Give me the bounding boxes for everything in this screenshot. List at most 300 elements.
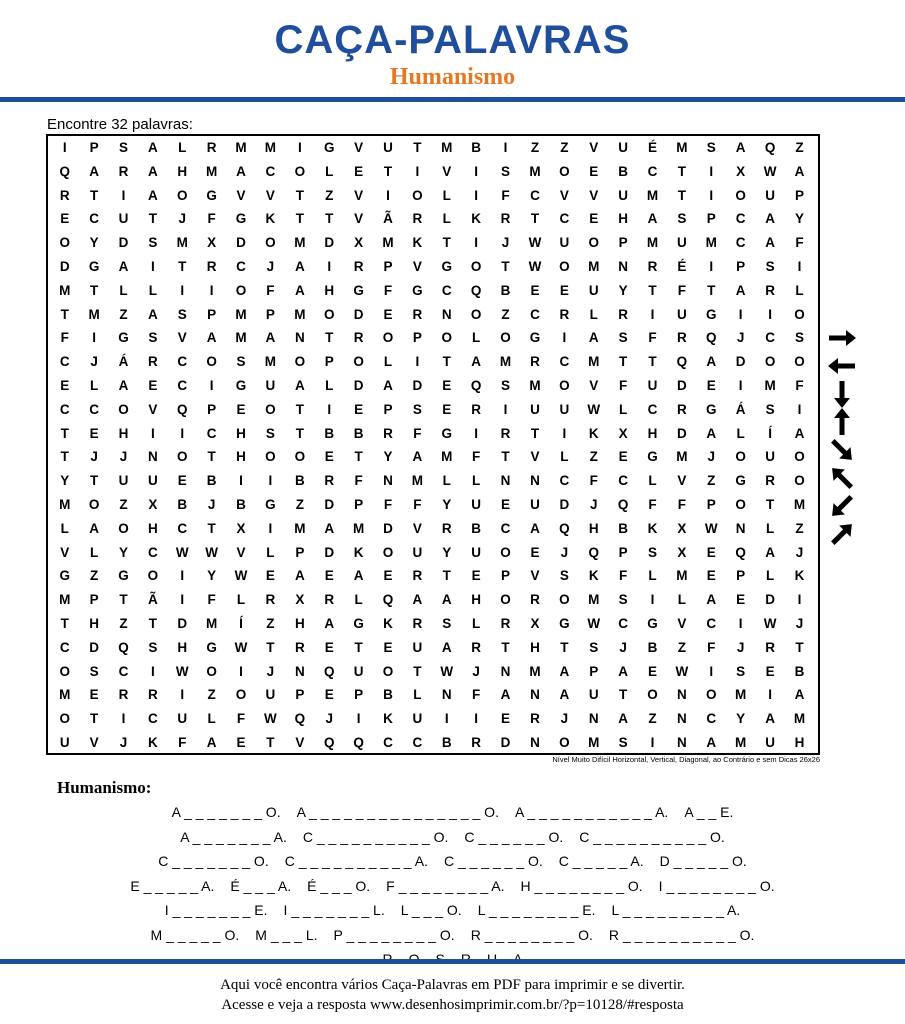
grid-letter: M bbox=[588, 592, 600, 608]
grid-letter: R bbox=[324, 473, 335, 489]
word-list-title: Humanismo: bbox=[57, 778, 152, 797]
grid-letter: J bbox=[560, 711, 569, 727]
grid-letter: T bbox=[677, 163, 687, 179]
grid-letter: S bbox=[677, 211, 687, 227]
grid-letter: O bbox=[294, 354, 306, 370]
grid-letter: C bbox=[236, 258, 246, 274]
grid-letter: I bbox=[297, 140, 302, 155]
grid-letter: R bbox=[294, 639, 305, 655]
grid-letter: M bbox=[705, 235, 717, 251]
grid-letter: V bbox=[589, 140, 599, 155]
grid-letter: O bbox=[235, 282, 247, 298]
grid-letter: U bbox=[677, 235, 687, 251]
grid-letter: E bbox=[589, 163, 599, 179]
grid-letter: O bbox=[118, 520, 129, 536]
grid-letter: U bbox=[530, 496, 540, 512]
grid-letter: L bbox=[618, 401, 628, 417]
grid-letter: E bbox=[383, 568, 393, 584]
grid-letter: F bbox=[60, 330, 69, 346]
grid-letter: F bbox=[677, 282, 687, 298]
grid-letter: Z bbox=[795, 520, 804, 536]
grid-letter: Y bbox=[442, 544, 452, 560]
grid-letter: R bbox=[765, 473, 775, 489]
grid-letter: M bbox=[59, 687, 71, 703]
grid-letter: O bbox=[323, 306, 335, 322]
grid-letter: Z bbox=[119, 615, 128, 631]
grid-letter: D bbox=[89, 639, 99, 655]
grid-letter: N bbox=[294, 330, 305, 346]
grid-letter: A bbox=[236, 163, 246, 179]
grid-row bbox=[48, 231, 818, 255]
grid-letter: E bbox=[442, 377, 452, 393]
grid-letter: J bbox=[707, 449, 716, 465]
grid-letter: T bbox=[207, 520, 216, 536]
word-clue: E _ _ _ _ _ A. bbox=[130, 877, 215, 894]
grid-letter: T bbox=[677, 187, 687, 203]
grid-letter: C bbox=[706, 615, 717, 631]
grid-letter: T bbox=[501, 639, 510, 655]
grid-letter: Q bbox=[735, 544, 746, 560]
grid-letter: Z bbox=[325, 187, 334, 203]
grid-letter: N bbox=[677, 687, 687, 703]
grid-letter: D bbox=[324, 544, 335, 560]
grid-row bbox=[48, 303, 818, 327]
grid-letter: Z bbox=[707, 473, 716, 489]
grid-letter: O bbox=[794, 354, 805, 370]
grid-letter: L bbox=[325, 377, 334, 393]
grid-letter: F bbox=[383, 282, 393, 298]
grid-letter: X bbox=[530, 615, 540, 631]
grid-letter: T bbox=[148, 615, 157, 631]
grid-letter: A bbox=[441, 639, 452, 655]
grid-letter: T bbox=[89, 711, 99, 727]
grid-letter: I bbox=[738, 615, 743, 631]
grid-letter: E bbox=[324, 449, 334, 465]
grid-letter: N bbox=[677, 711, 687, 727]
grid-letter: C bbox=[89, 401, 99, 417]
grid-letter: G bbox=[353, 615, 364, 631]
page-subtitle: Humanismo bbox=[389, 64, 516, 90]
grid-letter: B bbox=[647, 639, 658, 655]
grid-letter: O bbox=[559, 258, 570, 274]
grid-letter: A bbox=[706, 592, 717, 608]
grid-letter: V bbox=[589, 377, 599, 393]
grid-letter: W bbox=[528, 235, 542, 251]
grid-letter: B bbox=[471, 520, 482, 536]
page-title: CAÇA-PALAVRAS bbox=[274, 18, 631, 62]
grid-letter: P bbox=[383, 401, 393, 417]
grid-letter: A bbox=[294, 282, 305, 298]
grid-letter: R bbox=[500, 425, 511, 441]
grid-letter: Y bbox=[207, 568, 217, 584]
grid-letter: V bbox=[677, 615, 687, 631]
grid-letter: R bbox=[765, 282, 775, 298]
grid-letter: U bbox=[412, 711, 423, 727]
grid-letter: T bbox=[60, 615, 69, 631]
grid-letter: C bbox=[59, 639, 70, 655]
grid-letter: E bbox=[383, 639, 393, 655]
grid-letter: P bbox=[736, 568, 746, 584]
grid-letter: V bbox=[148, 401, 158, 417]
grid-letter: O bbox=[59, 235, 70, 251]
grid-letter: A bbox=[265, 330, 276, 346]
grid-letter: W bbox=[175, 544, 189, 560]
grid-letter: E bbox=[324, 687, 334, 703]
grid-letter: D bbox=[677, 377, 687, 393]
grid-letter: W bbox=[675, 663, 689, 679]
grid-letter: A bbox=[530, 520, 540, 536]
grid-letter: I bbox=[474, 163, 479, 179]
grid-letter: I bbox=[650, 592, 655, 608]
word-clue: A _ _ _ _ _ _ _ A. bbox=[180, 828, 287, 845]
grid-letter: Q bbox=[353, 734, 364, 750]
word-clue: F _ _ _ _ _ _ _ _ A. bbox=[386, 877, 505, 894]
grid-letter: C bbox=[647, 163, 658, 179]
grid-letter: A bbox=[324, 520, 335, 536]
grid-letter: S bbox=[648, 544, 658, 560]
grid-letter: F bbox=[618, 377, 628, 393]
grid-letter: T bbox=[383, 163, 393, 179]
grid-letter: G bbox=[529, 330, 541, 346]
grid-letter: R bbox=[471, 639, 482, 655]
grid-letter: L bbox=[442, 473, 451, 489]
grid-letter: O bbox=[559, 592, 570, 608]
grid-letter: M bbox=[235, 140, 247, 155]
grid-letter: Y bbox=[60, 473, 70, 489]
grid-letter: S bbox=[148, 639, 158, 655]
grid-letter: G bbox=[647, 449, 658, 465]
grid-letter: M bbox=[735, 687, 747, 703]
grid-letter: I bbox=[356, 711, 361, 727]
grid-letter: A bbox=[618, 663, 628, 679]
bottom-divider bbox=[0, 959, 905, 964]
grid-letter: L bbox=[354, 592, 363, 608]
grid-letter: A bbox=[706, 425, 717, 441]
grid-letter: T bbox=[266, 639, 275, 655]
grid-letter: C bbox=[412, 734, 423, 750]
grid-letter: K bbox=[383, 615, 393, 631]
grid-letter: C bbox=[206, 425, 217, 441]
grid-letter: J bbox=[472, 663, 480, 679]
grid-letter: O bbox=[294, 449, 306, 465]
grid-letter: D bbox=[118, 235, 129, 251]
grid-letter: U bbox=[471, 496, 482, 512]
grid-letter: A bbox=[294, 377, 305, 393]
grid-letter: Q bbox=[470, 377, 482, 393]
grid-letter: M bbox=[264, 140, 277, 155]
direction-legend bbox=[824, 324, 860, 548]
grid-letter: Q bbox=[676, 354, 688, 370]
grid-letter: U bbox=[265, 377, 276, 393]
grid-letter: I bbox=[562, 425, 567, 441]
grid-letter: I bbox=[474, 425, 479, 441]
grid-letter: Z bbox=[648, 711, 657, 727]
grid-letter: T bbox=[648, 354, 657, 370]
grid-letter: E bbox=[648, 663, 658, 679]
grid-letter: S bbox=[559, 568, 569, 584]
word-clue: C _ _ _ _ _ _ _ _ _ _ A. bbox=[284, 853, 428, 869]
grid-letter: J bbox=[178, 211, 187, 227]
grid-letter: Z bbox=[795, 140, 804, 155]
level-note: Nível Muito Difícil Horizontal, Vertical, Diagonal, ao Contrário e sem Dicas 26x26 bbox=[552, 755, 820, 764]
grid-letter: C bbox=[765, 330, 775, 346]
grid-letter: R bbox=[647, 258, 658, 274]
grid-letter: F bbox=[677, 496, 687, 512]
grid-letter: O bbox=[382, 544, 394, 560]
grid-row bbox=[48, 588, 818, 612]
grid-letter: L bbox=[89, 377, 99, 393]
grid-letter: S bbox=[236, 354, 246, 370]
grid-letter: F bbox=[472, 687, 481, 703]
grid-letter: T bbox=[325, 330, 334, 346]
grid-letter: I bbox=[768, 306, 772, 322]
grid-letter: V bbox=[530, 449, 540, 465]
grid-letter: J bbox=[619, 639, 627, 655]
grid-letter: S bbox=[794, 330, 804, 346]
grid-letter: P bbox=[207, 401, 217, 417]
grid-row bbox=[48, 160, 818, 184]
footer-line-1: Aqui você encontra vários Caça-Palavras em PDF para imprimir e se divertir. bbox=[220, 977, 685, 993]
grid-letter: O bbox=[382, 663, 394, 679]
grid-letter: D bbox=[500, 734, 511, 750]
grid-letter: R bbox=[147, 687, 158, 703]
word-clue: É _ _ _ A. bbox=[230, 877, 292, 894]
grid-letter: A bbox=[471, 354, 482, 370]
grid-letter: Í bbox=[239, 615, 243, 631]
grid-letter: T bbox=[795, 639, 804, 655]
grid-letter: M bbox=[176, 235, 188, 251]
grid-letter: A bbox=[118, 258, 129, 274]
grid-letter: I bbox=[503, 401, 508, 417]
word-clue: L _ _ _ _ _ _ _ _ E. bbox=[477, 902, 596, 918]
word-clue: D _ _ _ _ _ O. bbox=[659, 853, 747, 869]
grid-letter: H bbox=[89, 615, 99, 631]
grid-letter: J bbox=[589, 496, 598, 512]
grid-letter: G bbox=[323, 140, 335, 155]
grid-letter: T bbox=[707, 282, 716, 298]
grid-letter: M bbox=[529, 377, 541, 393]
grid-letter: R bbox=[412, 306, 423, 322]
grid-letter: B bbox=[471, 140, 482, 155]
grid-letter: N bbox=[500, 473, 511, 489]
word-clue: I _ _ _ _ _ _ _ E. bbox=[164, 902, 268, 918]
grid-letter: H bbox=[236, 449, 246, 465]
grid-letter: Q bbox=[294, 711, 306, 727]
grid-letter: A bbox=[353, 568, 364, 584]
grid-letter: F bbox=[178, 734, 187, 750]
grid-letter: T bbox=[60, 425, 69, 441]
grid-letter: F bbox=[266, 282, 275, 298]
word-list-line bbox=[0, 878, 905, 903]
grid-letter: R bbox=[147, 354, 158, 370]
grid-letter: R bbox=[500, 211, 511, 227]
grid-letter: M bbox=[294, 520, 306, 536]
grid-letter: V bbox=[412, 258, 422, 274]
grid-letter: A bbox=[794, 163, 805, 179]
grid-letter: J bbox=[207, 496, 216, 512]
grid-letter: L bbox=[765, 520, 775, 536]
grid-letter: Z bbox=[119, 306, 128, 322]
grid-letter: M bbox=[59, 496, 71, 512]
grid-letter: S bbox=[618, 734, 628, 750]
grid-letter: I bbox=[150, 663, 155, 679]
grid-letter: M bbox=[735, 734, 747, 750]
word-clue: A _ _ _ _ _ _ _ _ _ _ _ A. bbox=[514, 804, 669, 820]
grid-letter: R bbox=[471, 734, 482, 750]
grid-letter: Y bbox=[118, 544, 128, 560]
word-list bbox=[0, 804, 905, 976]
grid-letter: U bbox=[118, 211, 129, 227]
grid-letter: K bbox=[383, 711, 393, 727]
word-list-line bbox=[0, 829, 905, 854]
grid-letter: P bbox=[618, 235, 628, 251]
word-clue: A _ _ E. bbox=[684, 804, 734, 820]
grid-letter: E bbox=[89, 425, 99, 441]
grid-letter: J bbox=[795, 615, 804, 631]
grid-letter: E bbox=[177, 473, 187, 489]
grid-letter: O bbox=[147, 568, 159, 584]
word-clue: C _ _ _ _ _ _ O. bbox=[443, 853, 543, 869]
grid-letter: M bbox=[294, 306, 306, 322]
grid-letter: M bbox=[676, 140, 688, 155]
grid-letter: R bbox=[618, 306, 628, 322]
word-clue: R _ _ _ _ _ _ _ _ O. bbox=[470, 926, 593, 943]
grid-letter: I bbox=[180, 687, 185, 703]
grid-letter: F bbox=[795, 235, 804, 251]
grid-letter: E bbox=[706, 544, 716, 560]
grid-letter: G bbox=[441, 425, 453, 441]
grid-letter: I bbox=[797, 258, 802, 274]
grid-letter: D bbox=[383, 520, 393, 536]
grid-letter: A bbox=[206, 734, 217, 750]
grid-letter: P bbox=[354, 687, 364, 703]
grid-letter: P bbox=[354, 496, 364, 512]
grid-letter: O bbox=[353, 354, 364, 370]
grid-letter: O bbox=[177, 449, 188, 465]
grid-letter: I bbox=[121, 187, 126, 203]
grid-letter: T bbox=[60, 449, 69, 465]
grid-letter: O bbox=[59, 663, 70, 679]
grid-letter: F bbox=[589, 473, 598, 489]
grid-letter: D bbox=[559, 496, 570, 512]
grid-letter: I bbox=[738, 306, 743, 322]
grid-letter: M bbox=[588, 258, 600, 274]
grid-letter: C bbox=[59, 401, 70, 417]
grid-letter: E bbox=[442, 401, 452, 417]
grid-letter: P bbox=[794, 187, 804, 203]
grid-row bbox=[48, 184, 818, 208]
grid-letter: A bbox=[383, 377, 393, 393]
grid-letter: W bbox=[175, 663, 189, 679]
word-clue: L _ _ _ O. bbox=[400, 902, 462, 918]
word-list-line bbox=[0, 853, 905, 878]
grid-letter: X bbox=[354, 235, 364, 251]
grid-letter: L bbox=[472, 615, 481, 631]
grid-letter: L bbox=[589, 306, 598, 322]
grid-row bbox=[48, 374, 818, 398]
grid-letter: T bbox=[295, 187, 304, 203]
grid-letter: T bbox=[266, 734, 275, 750]
grid-letter: G bbox=[412, 282, 423, 298]
grid-letter: O bbox=[764, 354, 776, 370]
grid-letter: U bbox=[677, 306, 687, 322]
grid-letter: G bbox=[706, 401, 717, 417]
grid-letter: T bbox=[648, 282, 657, 298]
grid-letter: W bbox=[528, 258, 542, 274]
grid-letter: A bbox=[735, 140, 746, 155]
grid-letter: L bbox=[736, 425, 745, 441]
grid-letter: W bbox=[704, 520, 718, 536]
grid-letter: O bbox=[647, 687, 658, 703]
grid-letter: M bbox=[676, 449, 688, 465]
grid-letter: C bbox=[530, 306, 540, 322]
grid-letter: A bbox=[294, 568, 305, 584]
grid-letter: V bbox=[354, 187, 364, 203]
grid-letter: H bbox=[147, 520, 158, 536]
grid-letter: I bbox=[503, 140, 508, 155]
grid-letter: L bbox=[119, 282, 128, 298]
grid-letter: R bbox=[353, 330, 364, 346]
grid-letter: D bbox=[177, 615, 188, 631]
grid-letter: F bbox=[383, 496, 393, 512]
grid-letter: N bbox=[147, 449, 158, 465]
grid-letter: L bbox=[207, 711, 216, 727]
grid-letter: M bbox=[499, 354, 512, 370]
grid-letter: A bbox=[794, 687, 805, 703]
grid-letter: T bbox=[560, 639, 569, 655]
grid-letter: I bbox=[239, 473, 243, 489]
grid-letter: L bbox=[795, 282, 804, 298]
grid-letter: B bbox=[236, 496, 246, 512]
grid-letter: O bbox=[500, 544, 511, 560]
grid-letter: H bbox=[647, 425, 658, 441]
grid-letter: G bbox=[88, 258, 100, 274]
grid-letter: U bbox=[471, 544, 482, 560]
grid-letter: S bbox=[442, 615, 452, 631]
arrow-up-icon bbox=[824, 408, 860, 436]
grid-letter: W bbox=[587, 615, 601, 631]
grid-letter: A bbox=[706, 734, 717, 750]
grid-letter: G bbox=[706, 306, 717, 322]
grid-letter: X bbox=[236, 520, 246, 536]
grid-letter: O bbox=[206, 354, 217, 370]
grid-letter: O bbox=[470, 258, 482, 274]
grid-letter: B bbox=[206, 473, 217, 489]
grid-letter: J bbox=[266, 258, 275, 274]
grid-letter: K bbox=[147, 734, 158, 750]
grid-letter: Z bbox=[89, 568, 99, 584]
grid-letter: A bbox=[147, 163, 158, 179]
grid-letter: M bbox=[59, 592, 71, 608]
grid-letter: I bbox=[709, 187, 714, 203]
grid-letter: L bbox=[413, 687, 422, 703]
grid-letter: R bbox=[118, 687, 129, 703]
grid-letter: M bbox=[588, 354, 600, 370]
grid-letter: M bbox=[235, 330, 247, 346]
grid-letter: C bbox=[147, 711, 158, 727]
grid-letter: H bbox=[324, 282, 335, 298]
grid-letter: F bbox=[413, 425, 422, 441]
grid-letter: C bbox=[618, 473, 628, 489]
grid-letter: I bbox=[62, 140, 67, 155]
grid-letter: E bbox=[236, 734, 246, 750]
grid-letter: I bbox=[650, 734, 655, 750]
grid-letter: S bbox=[765, 401, 775, 417]
grid-letter: O bbox=[382, 330, 394, 346]
grid-letter: M bbox=[793, 711, 806, 727]
grid-letter: Q bbox=[382, 592, 394, 608]
grid-letter: E bbox=[530, 282, 540, 298]
